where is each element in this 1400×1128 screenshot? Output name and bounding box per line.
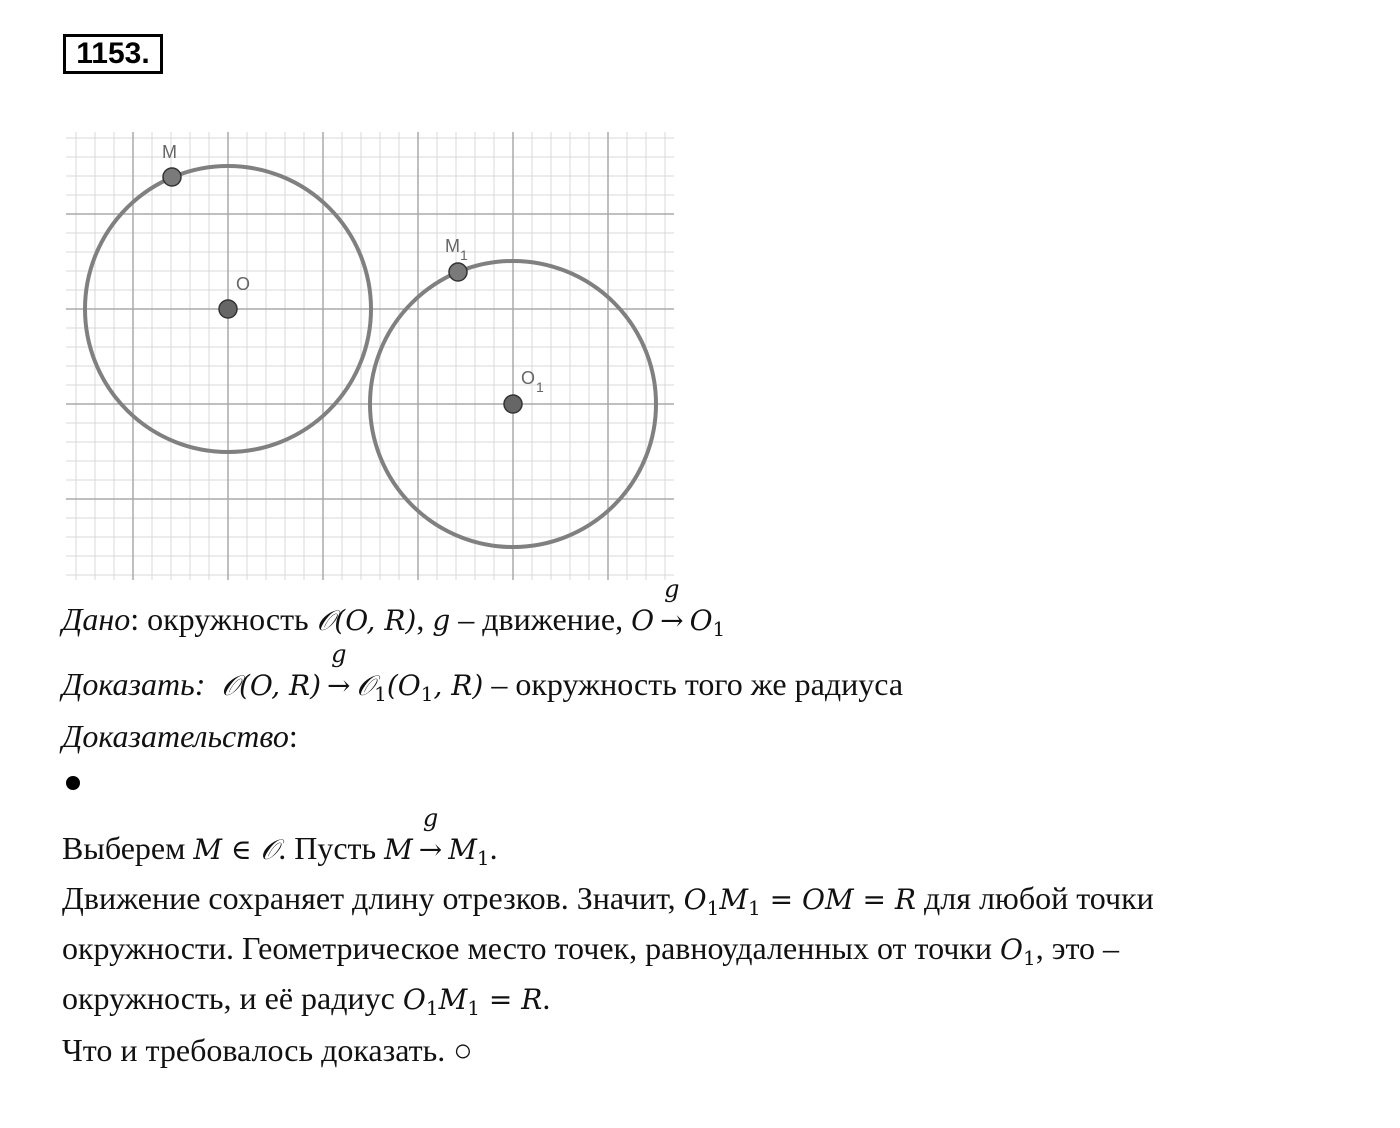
label-o1-sub: 1 — [536, 379, 544, 395]
given-circle-expr: 𝒪(O, R) — [316, 604, 417, 637]
proof-line-1: Выберем M ∈ 𝒪. Пусть M g → $M_1$. — [62, 804, 498, 870]
prove-arrow: g → — [327, 640, 351, 702]
problem-number: 1153. — [63, 34, 163, 74]
given-text: : окружность — [130, 601, 317, 637]
proof-line-3: окружности. Геометрическое место точек, равноудаленных от точки $O_1$, это – — [62, 930, 1120, 970]
label-o: O — [236, 274, 251, 294]
given-line: Дано: окружность 𝒪(O, R), g – движение, O g → $O_1$ — [62, 575, 726, 641]
prove-expr-left: 𝒪(O, R) — [221, 669, 322, 702]
given-o1: O — [689, 604, 713, 637]
prove-label: Доказать: — [62, 666, 206, 702]
bullet-dot — [66, 776, 80, 790]
given-arrow: g → — [660, 575, 684, 637]
point-m1 — [449, 263, 467, 281]
label-m1: M — [445, 236, 460, 256]
major-grid — [66, 132, 674, 580]
fine-grid — [66, 132, 674, 580]
proof-label: Доказательство — [62, 718, 289, 754]
point-o1 — [504, 395, 522, 413]
proof-heading: Доказательство: — [62, 718, 298, 754]
point-o — [219, 300, 237, 318]
label-m1-sub: 1 — [460, 247, 468, 263]
given-o: O — [631, 604, 655, 637]
given-g: g — [432, 604, 451, 637]
prove-line: Доказать: 𝒪(O, R) g → $𝒪_1(O_1$, R) – окружность того же радиуса — [62, 640, 904, 706]
proof-arrow: g → — [418, 804, 443, 866]
proof-line-2: Движение сохраняет длину отрезков. Значит, $O_1M_1$ = OM = R для любой точки — [62, 880, 1154, 920]
label-o1: O — [521, 368, 536, 388]
prove-tail: – окружность того же радиуса — [483, 666, 904, 702]
proof-line-4: окружность, и её радиус $O_1M_1 = R$. — [62, 980, 551, 1020]
label-m: M — [162, 142, 177, 162]
point-m — [163, 168, 181, 186]
proof-conclusion: Что и требовалось доказать. ○ — [62, 1032, 473, 1068]
given-label: Дано — [62, 601, 131, 637]
geometry-figure — [66, 132, 674, 580]
